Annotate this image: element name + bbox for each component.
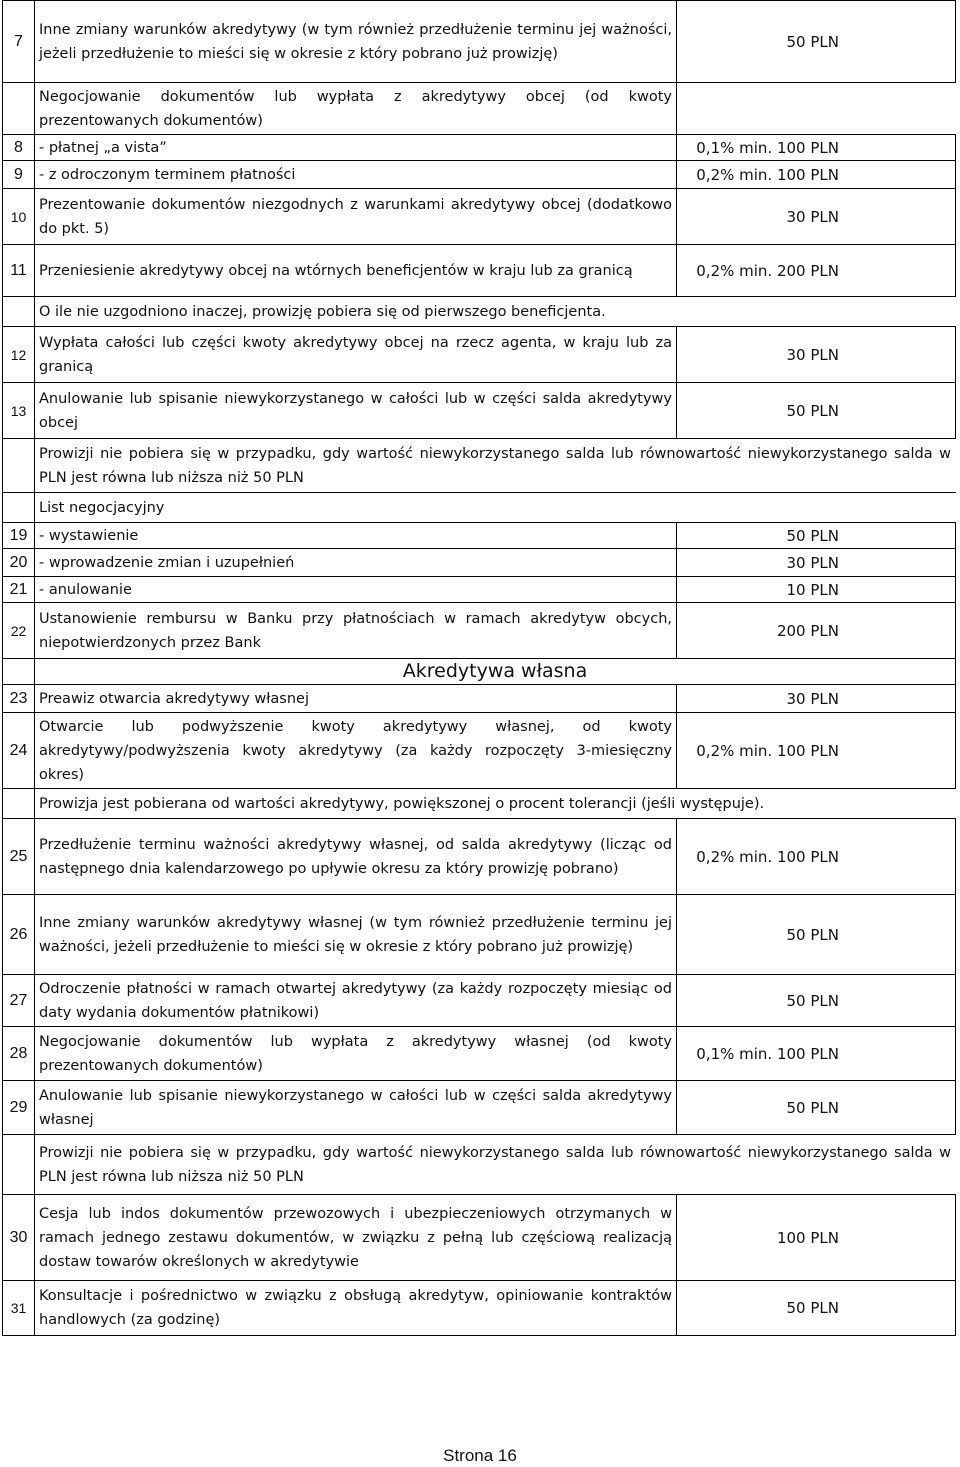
row-description [35,1,677,82]
row-description [35,685,677,712]
row-number: 30 [3,1195,35,1280]
row-fee: 30 PLN [786,689,839,708]
row-description-text: Prowizji nie pobiera się w przypadku, gdy wartość niewykorzystanego salda lub równowartość niewykorzystanego salda w PLN jest równa lub niższa niż 50 PLN [39,1144,951,1185]
row-description-text: Inne zmiany warunków akredytywy (w tym również przedłużenie terminu jej ważności, jeżeli przedłużenie to mieści się w okresie z który pobrano już prowizję) [39,21,672,62]
row-fee: 30 PLN [786,207,839,226]
row-description [35,819,677,894]
row-description [35,439,955,492]
row-description [35,577,677,602]
table-row [2,1194,956,1280]
row-fee: 50 PLN [786,526,839,545]
row-description [35,895,677,974]
row-number: 23 [3,685,35,712]
row-description [35,1281,677,1335]
row-description [35,789,955,818]
row-description-text: - płatnej „a vista” [39,139,167,156]
row-description [35,975,677,1026]
row-number: 20 [3,549,35,576]
table-row [2,492,956,522]
row-description-text: Przeniesienie akredytywy obcej na wtórnych beneficjentów w kraju lub za granicą [39,262,633,279]
row-description-text: Konsultacje i pośrednictwo w związku z obsługą akredytyw, opiniowanie kontraktów handlowych (za godzinę) [39,1288,672,1328]
row-description-text: Anulowanie lub spisanie niewykorzystanego w całości lub w części salda akredytywy obcej [39,390,672,431]
row-fee: 0,2% min. 100 PLN [696,741,839,760]
row-description-text: Preawiz otwarcia akredytywy własnej [39,690,309,707]
table-row [2,684,956,712]
table-row [2,894,956,974]
table-row [2,576,956,602]
row-fee: 0,2% min. 100 PLN [696,165,839,184]
row-fee: 200 PLN [776,621,839,640]
row-description [35,1135,955,1194]
row-description-text: Ustanowienie rembursu w Banku przy płatnościach w ramach akredytyw obcych, niepotwierdzonych przez Bank [39,610,672,651]
row-number: 21 [3,577,35,602]
row-fee: 30 PLN [786,553,839,572]
row-fee: 0,1% min. 100 PLN [696,138,839,157]
row-description [35,603,677,658]
table-row [2,160,956,188]
row-description [35,161,677,188]
row-description-text: Anulowanie lub spisanie niewykorzystanego w całości lub w części salda akredytywy własnej [39,1087,672,1128]
table-row [2,296,956,326]
row-fee: 50 PLN [786,32,839,51]
row-description [35,549,677,576]
row-number: 19 [3,523,35,548]
row-description [35,383,677,438]
row-description [35,297,677,326]
table-row [2,1134,956,1194]
row-description-text: Przedłużenie terminu ważności akredytywy własnej, od salda akredytywy (licząc od następnego dnia kalendarzowego po upływie okresu za który prowizję pobrano) [39,836,672,877]
section-heading-row [2,658,956,684]
table-row [2,1080,956,1134]
table-row [2,522,956,548]
table-row [2,788,956,818]
row-number: 9 [3,161,35,188]
row-description [35,523,677,548]
row-description-text: Odroczenie płatności w ramach otwartej akredytywy (za każdy rozpoczęty miesiąc od daty wydania dokumentów płatnikowi) [39,980,672,1021]
row-description [35,713,677,788]
table-row [2,0,956,82]
row-fee: 50 PLN [786,1098,839,1117]
row-fee: 0,2% min. 200 PLN [696,261,839,280]
table-row [2,712,956,788]
row-description-text: Otwarcie lub podwyższenie kwoty akredytywy własnej, od kwoty akredytywy/podwyższenia kwoty akredytywy (za każdy rozpoczęty 3-miesięczny okres) [39,718,672,783]
row-description-text: Prowizja jest pobierana od wartości akredytywy, powiększonej o procent tolerancji (jeśli występuje). [39,795,765,812]
row-number: 22 [3,603,35,658]
row-description [35,189,677,244]
row-number: 29 [3,1081,35,1134]
row-description-text: Wypłata całości lub części kwoty akredytywy obcej na rzecz agenta, w kraju lub za granicą [39,334,672,375]
row-fee: 50 PLN [786,925,839,944]
row-number [3,659,35,684]
row-description-text: - anulowanie [39,581,132,598]
row-number [3,1135,35,1194]
row-description-text: List negocjacyjny [39,499,165,516]
table-row [2,134,956,160]
row-number [3,83,35,134]
row-number [3,789,35,818]
row-description [35,135,677,160]
row-description-text: Prezentowanie dokumentów niezgodnych z warunkami akredytywy obcej (dodatkowo do pkt. 5) [39,196,672,237]
row-number: 24 [3,713,35,788]
row-number: 10 [3,189,35,244]
row-description-text: - z odroczonym terminem płatności [39,166,296,183]
row-number: 12 [3,327,35,382]
row-fee: 0,2% min. 100 PLN [696,847,839,866]
row-description [35,1027,677,1080]
row-number [3,439,35,492]
row-number: 13 [3,383,35,438]
row-fee: 50 PLN [786,401,839,420]
table-row [2,244,956,296]
row-description [35,493,677,522]
table-row [2,548,956,576]
table-row [2,818,956,894]
row-number: 7 [3,1,35,82]
table-row [2,382,956,438]
table-row [2,438,956,492]
row-fee: 100 PLN [776,1228,839,1247]
row-description-text: - wprowadzenie zmian i uzupełnień [39,554,295,571]
row-fee: 30 PLN [786,345,839,364]
row-number: 8 [3,135,35,160]
row-description-text: Inne zmiany warunków akredytywy własnej (w tym również przedłużenie terminu jej ważności, jeżeli przedłużenie to mieści się w okresie z który pobrano już prowizję) [39,914,672,955]
section-heading: Akredytywa własna [402,660,588,682]
row-number: 25 [3,819,35,894]
row-description-text: - wystawienie [39,527,139,544]
table-row [2,326,956,382]
table-row [2,1280,956,1336]
row-number: 27 [3,975,35,1026]
row-description-text: Negocjowanie dokumentów lub wypłata z akredytywy własnej (od kwoty prezentowanych dokumentów) [39,1033,672,1074]
row-description-text: Negocjowanie dokumentów lub wypłata z akredytywy obcej (od kwoty prezentowanych dokumentów) [39,88,672,129]
row-description-text: O ile nie uzgodniono inaczej, prowizję pobiera się od pierwszego beneficjenta. [39,303,606,320]
row-fee: 50 PLN [786,1299,839,1317]
row-number [3,493,35,522]
row-description [35,1081,677,1134]
row-description [35,83,677,134]
row-number: 11 [3,245,35,296]
row-description-text: Prowizji nie pobiera się w przypadku, gdy wartość niewykorzystanego salda lub równowartość niewykorzystanego salda w PLN jest równa lub niższa niż 50 PLN [39,445,951,486]
row-description [35,327,677,382]
row-fee: 0,1% min. 100 PLN [696,1044,839,1063]
row-number: 26 [3,895,35,974]
row-fee: 50 PLN [786,991,839,1010]
row-description-text: Cesja lub indos dokumentów przewozowych i ubezpieczeniowych otrzymanych w ramach jednego zestawu dokumentów, w związku z pełną lub częściową realizacją dostaw towarów określonych w akredytywie [39,1205,672,1270]
table-row [2,1026,956,1080]
table-row [2,82,956,134]
row-fee: 10 PLN [786,580,839,599]
row-description [35,1195,677,1280]
table-row [2,602,956,658]
row-number: 31 [3,1281,35,1335]
row-description [35,245,677,296]
table-row [2,974,956,1026]
table-row [2,188,956,244]
page-number: Strona 16 [443,1446,517,1465]
row-number [3,297,35,326]
row-number: 28 [3,1027,35,1080]
